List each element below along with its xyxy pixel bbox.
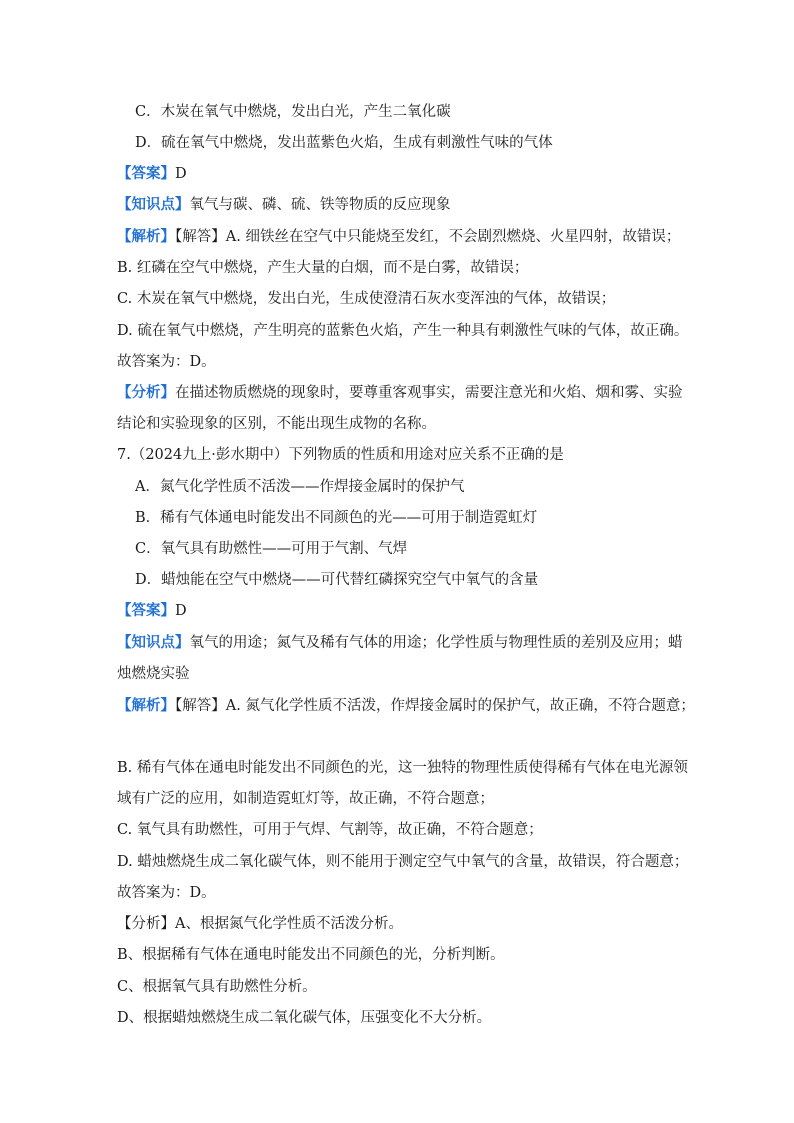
q7-option-b: B．稀有气体通电时能发出不同颜色的光——可用于制造霓虹灯 — [135, 510, 538, 526]
analysis-tag: 【解析】 — [117, 228, 175, 245]
q7-analysis-d: D. 蜡烛燃烧生成二氧化碳气体，则不能用于测定空气中氧气的含量，故错误，符合题意； — [117, 854, 689, 870]
q7-option-d: D．蜡烛能在空气中燃烧——可代替红磷探究空气中氧气的含量 — [135, 572, 539, 588]
analysis-text: 【解答】A. 细铁丝在空气中只能烧至发红，不会剧烈燃烧、火星四射，故错误； — [175, 229, 681, 245]
q7-analysis-c: C. 氧气具有助燃性，可用于气焊、气割等，故正确，不符合题意； — [117, 822, 543, 838]
q6-explain-line2: 结论和实验现象的区别，不能出现生成物的名称。 — [117, 416, 436, 432]
q7-stem: 7.（2024九上·彭水期中）下列物质的性质和用途对应关系不正确的是 — [117, 447, 564, 463]
q7-analysis-b-line1: B. 稀有气体在通电时能发出不同颜色的光，这一独特的物理性质使得稀有气体在电光源领 — [117, 760, 688, 776]
q6-answer-row — [117, 164, 187, 184]
q7-explain-d: D、根据蜡烛燃烧生成二氧化碳气体，压强变化不大分析。 — [117, 1010, 492, 1026]
q7-explain-b: B、根据稀有气体在通电时能发出不同颜色的光，分析判断。 — [117, 947, 505, 963]
q7-explain-a: 【分析】A、根据氮气化学性质不活泼分析。 — [117, 916, 403, 932]
analysis-tag: 【解析】 — [117, 697, 175, 714]
q7-option-a: A．氮气化学性质不活泼——作焊接金属时的保护气 — [135, 479, 465, 495]
q7-knowledge-line2: 烛燃烧实验 — [117, 666, 190, 682]
q6-knowledge-row — [117, 195, 451, 215]
q7-explain-c: C、根据氧气具有助燃性分析。 — [117, 979, 317, 995]
q7-knowledge-row — [117, 633, 683, 653]
explain-text: 在描述物质燃烧的现象时，要尊重客观事实，需要注意光和火焰、烟和雾、实验 — [175, 385, 683, 401]
q6-analysis-c: C. 木炭在氧气中燃烧，发出白光，生成使澄清石灰水变浑浊的气体，故错误； — [117, 291, 616, 307]
q6-analysis-d: D. 硫在氧气中燃烧，产生明亮的蓝紫色火焰，产生一种具有刺激性气味的气体，故正确。 — [117, 323, 689, 339]
q6-explain-row — [117, 383, 683, 403]
q7-final-answer: 故答案为：D。 — [117, 885, 216, 901]
answer-value: D — [175, 603, 187, 619]
analysis-text: 【解答】A. 氮气化学性质不活泼，作焊接金属时的保护气，故正确，不符合题意； — [175, 698, 695, 714]
q6-analysis-row — [117, 227, 680, 247]
answer-tag: 【答案】 — [117, 602, 175, 619]
q6-option-c: C．木炭在氧气中燃烧，发出白光，产生二氧化碳 — [135, 104, 451, 120]
knowledge-text: 氧气的用途；氮气及稀有气体的用途；化学性质与物理性质的差别及应用；蜡 — [189, 635, 683, 651]
q7-option-c: C．氧气具有助燃性——可用于气割、气焊 — [135, 541, 408, 557]
knowledge-tag: 【知识点】 — [117, 196, 190, 213]
explain-tag: 【分析】 — [117, 384, 175, 401]
q6-analysis-b: B. 红磷在空气中燃烧，产生大量的白烟，而不是白雾，故错误； — [117, 260, 529, 276]
q6-option-d: D．硫在氧气中燃烧，发出蓝紫色火焰，生成有刺激性气味的气体 — [135, 135, 553, 151]
q7-analysis-row — [117, 696, 695, 716]
q7-answer-row — [117, 601, 187, 621]
knowledge-text: 氧气与碳、磷、硫、铁等物质的反应现象 — [189, 197, 451, 213]
q7-analysis-b-line2: 域有广泛的应用，如制造霓虹灯等，故正确，不符合题意； — [117, 791, 494, 807]
knowledge-tag: 【知识点】 — [117, 634, 190, 651]
answer-value: D — [175, 166, 187, 182]
answer-tag: 【答案】 — [117, 165, 175, 182]
q6-final-answer: 故答案为：D。 — [117, 354, 216, 370]
